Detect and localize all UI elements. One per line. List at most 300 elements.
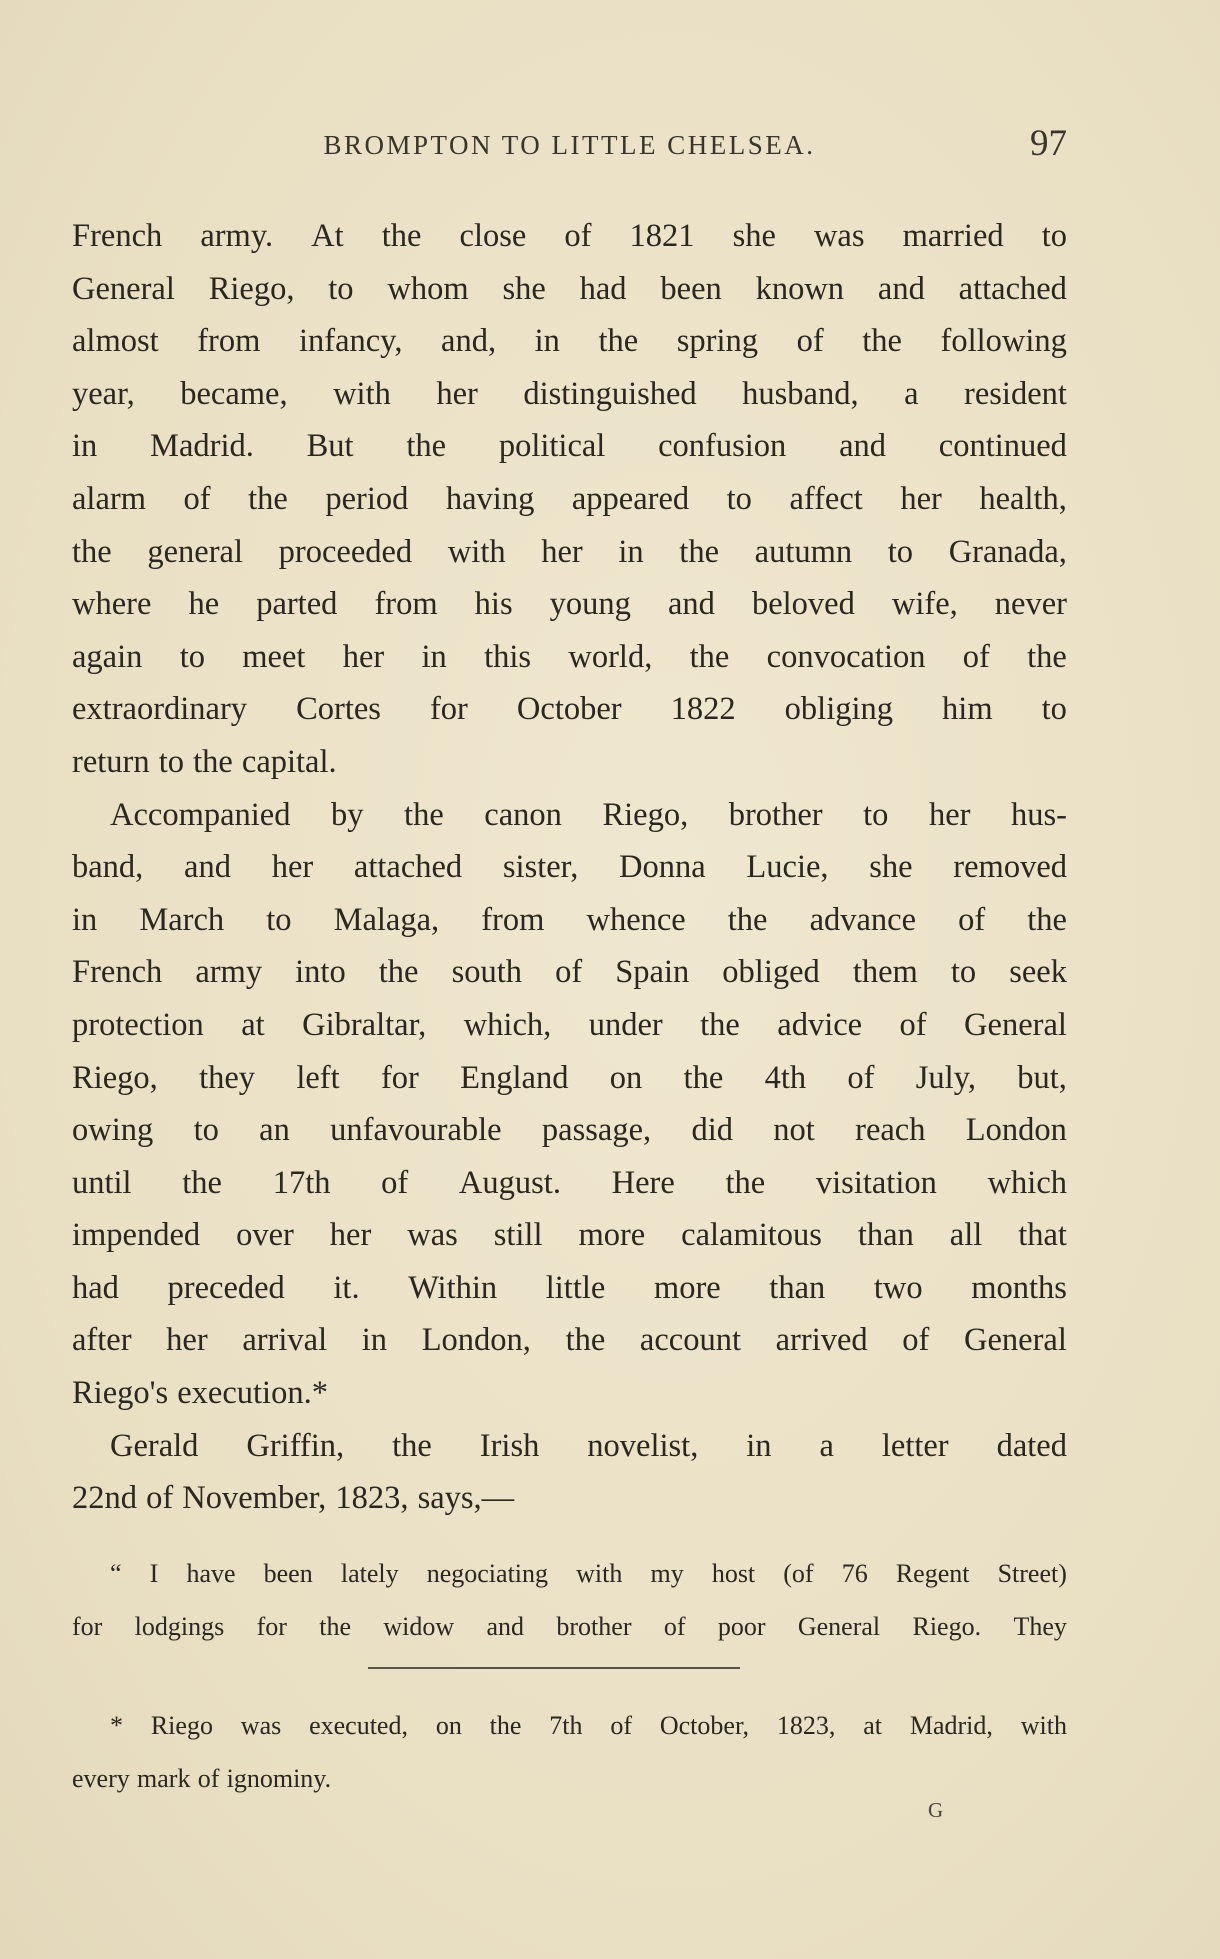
word: two [873, 1269, 923, 1306]
word: her [342, 638, 385, 675]
word: Madrid. [150, 428, 254, 465]
word: every [72, 1763, 130, 1793]
word: Malaga, [333, 901, 440, 938]
word: did [691, 1112, 733, 1149]
word: the [862, 323, 902, 360]
word: Riego's [72, 1375, 169, 1412]
word: mark [137, 1763, 191, 1793]
word: her [329, 1217, 372, 1254]
word: “ [110, 1559, 122, 1588]
word: an [259, 1112, 290, 1149]
word: them [852, 954, 918, 991]
word: negociating [426, 1559, 549, 1588]
word: of [610, 1711, 633, 1740]
word: Riego, [208, 270, 295, 307]
word: her [900, 480, 942, 517]
word: October [516, 691, 622, 728]
word: poor [717, 1611, 766, 1641]
word: But [306, 428, 354, 465]
word: which, [463, 1006, 552, 1043]
word: the [378, 954, 419, 991]
word: brother [556, 1611, 632, 1641]
word: Accompanied [110, 796, 291, 833]
word: French [72, 954, 163, 991]
word: the [725, 1164, 766, 1201]
word: and [184, 849, 231, 886]
word: that [1018, 1217, 1067, 1254]
word: General [72, 270, 175, 307]
word: from [374, 586, 438, 623]
word: brother [728, 796, 823, 833]
word: they [199, 1059, 256, 1096]
word: meet [242, 638, 306, 675]
word: Here [611, 1164, 675, 1201]
word: Spain [615, 954, 690, 991]
text-line [72, 894, 1067, 947]
word: March [139, 901, 225, 938]
word: husband, [742, 375, 859, 412]
word: London, [421, 1322, 531, 1359]
word: was [407, 1217, 458, 1254]
word: August. [458, 1164, 561, 1201]
word: not [773, 1112, 815, 1149]
word: again [72, 638, 143, 675]
word: my [650, 1559, 684, 1588]
word: continued [938, 428, 1067, 465]
word: October, [659, 1711, 750, 1740]
word: still [493, 1217, 543, 1254]
word: it. [333, 1269, 360, 1306]
word: the [679, 533, 720, 570]
word: Irish [479, 1427, 540, 1464]
word: preceded [167, 1269, 285, 1306]
word: young [549, 586, 631, 623]
footnote-divider [368, 1667, 740, 1669]
word: capital. [241, 743, 337, 780]
word: and, [441, 323, 497, 360]
word: extraordinary [72, 691, 248, 728]
word: executed, [309, 1711, 408, 1740]
word: having [445, 480, 535, 517]
word: unfavourable [330, 1112, 502, 1149]
word: the [381, 218, 422, 254]
word: with [333, 375, 391, 412]
word: Street) [997, 1559, 1067, 1588]
word: to [179, 638, 205, 675]
word: sister, [502, 849, 579, 886]
word: in [421, 638, 447, 675]
text-line [72, 1104, 1067, 1157]
word: she [502, 270, 546, 307]
word: proceeded [278, 533, 413, 570]
word: his [474, 586, 513, 623]
word: she [869, 849, 913, 886]
word: the [1027, 901, 1067, 938]
word: than [857, 1217, 914, 1254]
word: and [839, 428, 886, 465]
word: general [147, 533, 243, 570]
text-line [72, 1262, 1067, 1315]
word: almost [72, 323, 159, 360]
word: * [110, 1711, 123, 1740]
word: more [653, 1269, 721, 1306]
word: appeared [571, 480, 690, 517]
word: At [311, 218, 344, 254]
word: army [195, 954, 263, 991]
word: health, [979, 480, 1067, 517]
word: to [887, 533, 914, 570]
word: beloved [751, 586, 855, 623]
word: to [863, 796, 889, 833]
word: under [588, 1006, 663, 1043]
word: to [1041, 691, 1067, 728]
word: 17th [272, 1164, 331, 1201]
word: a [819, 1427, 834, 1464]
word: after [72, 1322, 132, 1359]
word: for [380, 1059, 419, 1096]
word: of [958, 901, 986, 938]
word: of [899, 1006, 927, 1043]
word: whence [586, 901, 686, 938]
word: to [158, 743, 184, 780]
word: letter [881, 1427, 949, 1464]
word: autumn [754, 533, 853, 570]
word: Riego, [72, 1059, 158, 1096]
word: all [949, 1217, 983, 1254]
word: her [166, 1322, 208, 1359]
word: to [950, 954, 977, 991]
text-line [72, 683, 1067, 736]
text-line [72, 368, 1067, 421]
word: impended [72, 1217, 201, 1254]
word: her [271, 849, 314, 886]
body-text [72, 210, 1067, 1525]
word: dated [996, 1427, 1067, 1464]
word: Granada, [948, 533, 1067, 570]
word: over [236, 1217, 294, 1254]
word: south [451, 954, 522, 991]
word: I [149, 1559, 159, 1588]
text-line [72, 736, 1067, 789]
word: the [727, 901, 768, 938]
word: the [598, 323, 639, 360]
word: to [193, 1112, 219, 1149]
word: Within [408, 1269, 498, 1306]
word: Riego, [602, 796, 689, 833]
word: Regent [895, 1559, 970, 1588]
text-line [72, 1209, 1067, 1262]
word: Madrid, [909, 1711, 993, 1740]
word: became, [180, 375, 288, 412]
word: infancy, [298, 323, 403, 360]
text-line [72, 578, 1067, 631]
text-line [72, 420, 1067, 473]
word: her [541, 533, 583, 570]
word: 4th [764, 1059, 807, 1096]
word: wife, [891, 586, 958, 623]
word: which [987, 1164, 1067, 1201]
word: her [436, 375, 478, 412]
word: world, [568, 638, 653, 675]
word: the [182, 1164, 222, 1201]
text-line [72, 1367, 1067, 1420]
word: at [863, 1711, 883, 1740]
word: (of [783, 1559, 814, 1588]
footnote-line [72, 1705, 1067, 1758]
running-head [72, 118, 1067, 168]
word: more [578, 1217, 646, 1254]
word: of [796, 323, 824, 360]
word: in [72, 901, 98, 938]
word: Lucie, [746, 849, 829, 886]
word: from [481, 901, 545, 938]
word: calamitous [681, 1217, 822, 1254]
word: alarm [72, 480, 146, 517]
word: with [576, 1559, 623, 1588]
word: by [331, 796, 364, 833]
text-line [72, 1472, 1067, 1525]
word: the [248, 480, 288, 517]
word: London [965, 1112, 1067, 1149]
word: little [545, 1269, 606, 1306]
word: attached [958, 270, 1067, 307]
word: 1823, [776, 1711, 836, 1740]
word: the [193, 743, 233, 780]
word: spring [676, 323, 759, 360]
word: and [486, 1611, 525, 1641]
text-line [72, 1314, 1067, 1367]
word: the [406, 428, 447, 465]
word: removed [953, 849, 1067, 886]
word: to [1041, 218, 1067, 254]
word: July, [915, 1059, 976, 1096]
word: General [964, 1006, 1067, 1043]
word: was [813, 218, 865, 254]
word: Riego [150, 1711, 213, 1740]
word: period [325, 480, 409, 517]
word: have [186, 1559, 236, 1588]
word: the [72, 533, 112, 570]
word: General [797, 1611, 881, 1641]
quote-line [72, 1606, 1067, 1659]
word: to [726, 480, 752, 517]
text-line [72, 1157, 1067, 1210]
text-line [72, 1420, 1067, 1473]
word: been [263, 1559, 313, 1588]
word: reach [855, 1112, 926, 1149]
word: with [1020, 1711, 1067, 1740]
word: visitation [815, 1164, 937, 1201]
word: she [732, 218, 776, 254]
word: band, [72, 849, 144, 886]
quote-line [72, 1553, 1067, 1606]
text-line [72, 1052, 1067, 1105]
word: Donna [619, 849, 706, 886]
text-line [72, 315, 1067, 368]
word: General [964, 1322, 1067, 1359]
word: arrival [242, 1322, 328, 1359]
word: novelist, [587, 1427, 699, 1464]
word: but, [1017, 1059, 1067, 1096]
word: and [877, 270, 925, 307]
word: of [146, 1480, 174, 1517]
word: never [994, 586, 1067, 623]
word: in [746, 1427, 772, 1464]
word: 1822 [670, 691, 736, 728]
word: parted [256, 586, 338, 623]
word: the [392, 1427, 432, 1464]
word: owing [72, 1112, 154, 1149]
word: November, [182, 1480, 327, 1517]
word: on [609, 1059, 643, 1096]
word: 1821 [629, 218, 695, 254]
word: French [72, 218, 163, 254]
word: distinguished [523, 375, 697, 412]
word: account [639, 1322, 741, 1359]
word: a [904, 375, 919, 412]
word: in [618, 533, 644, 570]
word: Riego. [912, 1611, 982, 1641]
word: and [667, 586, 715, 623]
word: into [295, 954, 346, 991]
footnote [72, 1705, 1067, 1810]
word: ignominy. [226, 1763, 332, 1793]
word: affect [789, 480, 863, 517]
word: resident [964, 375, 1067, 412]
word: months [971, 1269, 1067, 1306]
word: of [564, 218, 592, 254]
word: obliging [784, 691, 894, 728]
footnote-line [72, 1758, 1067, 1811]
word: at [241, 1006, 265, 1043]
word: year, [72, 375, 135, 412]
word: to [328, 270, 354, 307]
running-title: BROMPTON TO LITTLE CHELSEA. [323, 130, 816, 160]
word: seek [1009, 954, 1067, 991]
word: the [689, 638, 730, 675]
word: in [361, 1322, 388, 1359]
word: was [240, 1711, 282, 1740]
word: political [498, 428, 606, 465]
text-line [72, 526, 1067, 579]
block-quote [72, 1553, 1067, 1658]
word: widow [383, 1611, 455, 1641]
word: the [404, 796, 444, 833]
word: where [72, 586, 152, 623]
text-line [72, 789, 1067, 842]
word: had [579, 270, 627, 307]
word: on [435, 1711, 462, 1740]
text-line [72, 263, 1067, 316]
word: of [902, 1322, 930, 1359]
word: obliged [722, 954, 820, 991]
word: for [256, 1611, 287, 1641]
word: Gibraltar, [302, 1006, 427, 1043]
word: 22nd [72, 1480, 137, 1517]
word: the [565, 1322, 606, 1359]
word: 7th [549, 1711, 583, 1740]
word: he [188, 586, 220, 623]
word: known [755, 270, 845, 307]
word: close [459, 218, 527, 254]
word: until [72, 1164, 132, 1201]
word: says,— [417, 1480, 515, 1517]
word: in [72, 428, 98, 465]
word: of [381, 1164, 409, 1201]
word: to [266, 901, 292, 938]
word: from [197, 323, 261, 360]
word: for [429, 691, 468, 728]
word: 1823, [335, 1480, 409, 1517]
text-line [72, 631, 1067, 684]
word: of [962, 638, 990, 675]
word: the [489, 1711, 522, 1740]
word: him [942, 691, 993, 728]
word: They [1013, 1611, 1067, 1641]
text-line [72, 999, 1067, 1052]
word: the [1027, 638, 1067, 675]
word: 76 [841, 1559, 868, 1588]
word: been [660, 270, 722, 307]
text-line [72, 841, 1067, 894]
word: this [484, 638, 532, 675]
text-line [72, 210, 1067, 263]
word: lately [340, 1559, 399, 1588]
word: convocation [766, 638, 926, 675]
word: Gerald [110, 1427, 199, 1464]
word: with [447, 533, 506, 570]
text-line [72, 946, 1067, 999]
word: had [72, 1269, 119, 1306]
page-number: 97 [1030, 123, 1067, 164]
word: of [663, 1611, 686, 1641]
word: host [711, 1559, 756, 1588]
word: confusion [658, 428, 787, 465]
word: left [296, 1059, 340, 1096]
word: advice [777, 1006, 863, 1043]
word: attached [353, 849, 463, 886]
word: of [555, 954, 583, 991]
word: her [928, 796, 971, 833]
word: execution.* [177, 1375, 328, 1412]
word: married [902, 218, 1004, 254]
word: of [183, 480, 211, 517]
word: arrived [775, 1322, 868, 1359]
text-line [72, 473, 1067, 526]
signature-mark: G [928, 1798, 944, 1822]
word: Griffin, [246, 1427, 345, 1464]
word: whom [387, 270, 469, 307]
word: the [700, 1006, 740, 1043]
word: lodgings [134, 1611, 225, 1641]
word: canon [484, 796, 562, 833]
word: than [769, 1269, 826, 1306]
word: for [72, 1611, 103, 1641]
word: return [72, 743, 150, 780]
word: advance [809, 901, 917, 938]
word: army. [200, 218, 274, 254]
word: of [197, 1763, 220, 1793]
word: following [940, 323, 1067, 360]
word: England [460, 1059, 569, 1096]
word: protection [72, 1006, 204, 1043]
word: of [847, 1059, 875, 1096]
word: passage, [541, 1112, 652, 1149]
word: hus- [1010, 796, 1067, 833]
word: the [683, 1059, 724, 1096]
word: the [319, 1611, 352, 1641]
word: in [534, 323, 560, 360]
